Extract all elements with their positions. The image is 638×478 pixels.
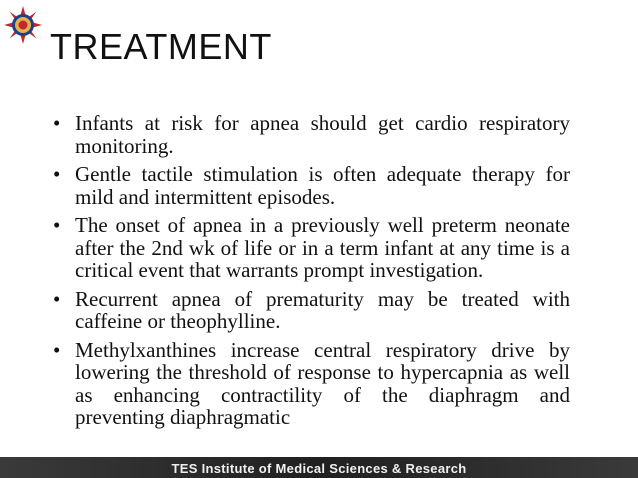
institute-seal-icon <box>4 6 42 44</box>
bullet-item <box>50 288 570 333</box>
bullet-item <box>50 112 570 157</box>
footer-institution: TES Institute of Medical Sciences & Research <box>171 461 467 476</box>
slide-title: TREATMENT <box>50 26 272 67</box>
bullet-list <box>50 112 570 435</box>
bullet-marker: • <box>53 162 61 186</box>
bullet-marker: • <box>53 286 61 311</box>
bullet-item <box>50 163 570 208</box>
bullet-item <box>50 214 570 282</box>
bullet-text: Gentle tactile stimulation is often adequate therapy for mild and intermittent episodes. <box>75 162 570 209</box>
bullet-text: The onset of apnea in a previously well preterm neonate after the 2nd wk of life or in a term infant at any time is a critical event that warrants prompt investigation. <box>75 213 570 282</box>
bullet-text: Methylxanthines increase central respiratory drive by lowering the threshold of response to hypercapnia as well as enhancing contractility of the diaphragm and preventing diaphragmatic <box>75 337 570 429</box>
bullet-marker: • <box>53 213 61 237</box>
footer-bar <box>0 457 638 478</box>
bullet-marker: • <box>53 337 61 362</box>
bullet-marker: • <box>53 111 61 135</box>
bullet-item <box>50 339 570 429</box>
bullet-text: Recurrent apnea of prematurity may be treated with caffeine or theophylline. <box>75 286 570 333</box>
bullet-text: Infants at risk for apnea should get cardio respiratory monitoring. <box>75 111 570 158</box>
